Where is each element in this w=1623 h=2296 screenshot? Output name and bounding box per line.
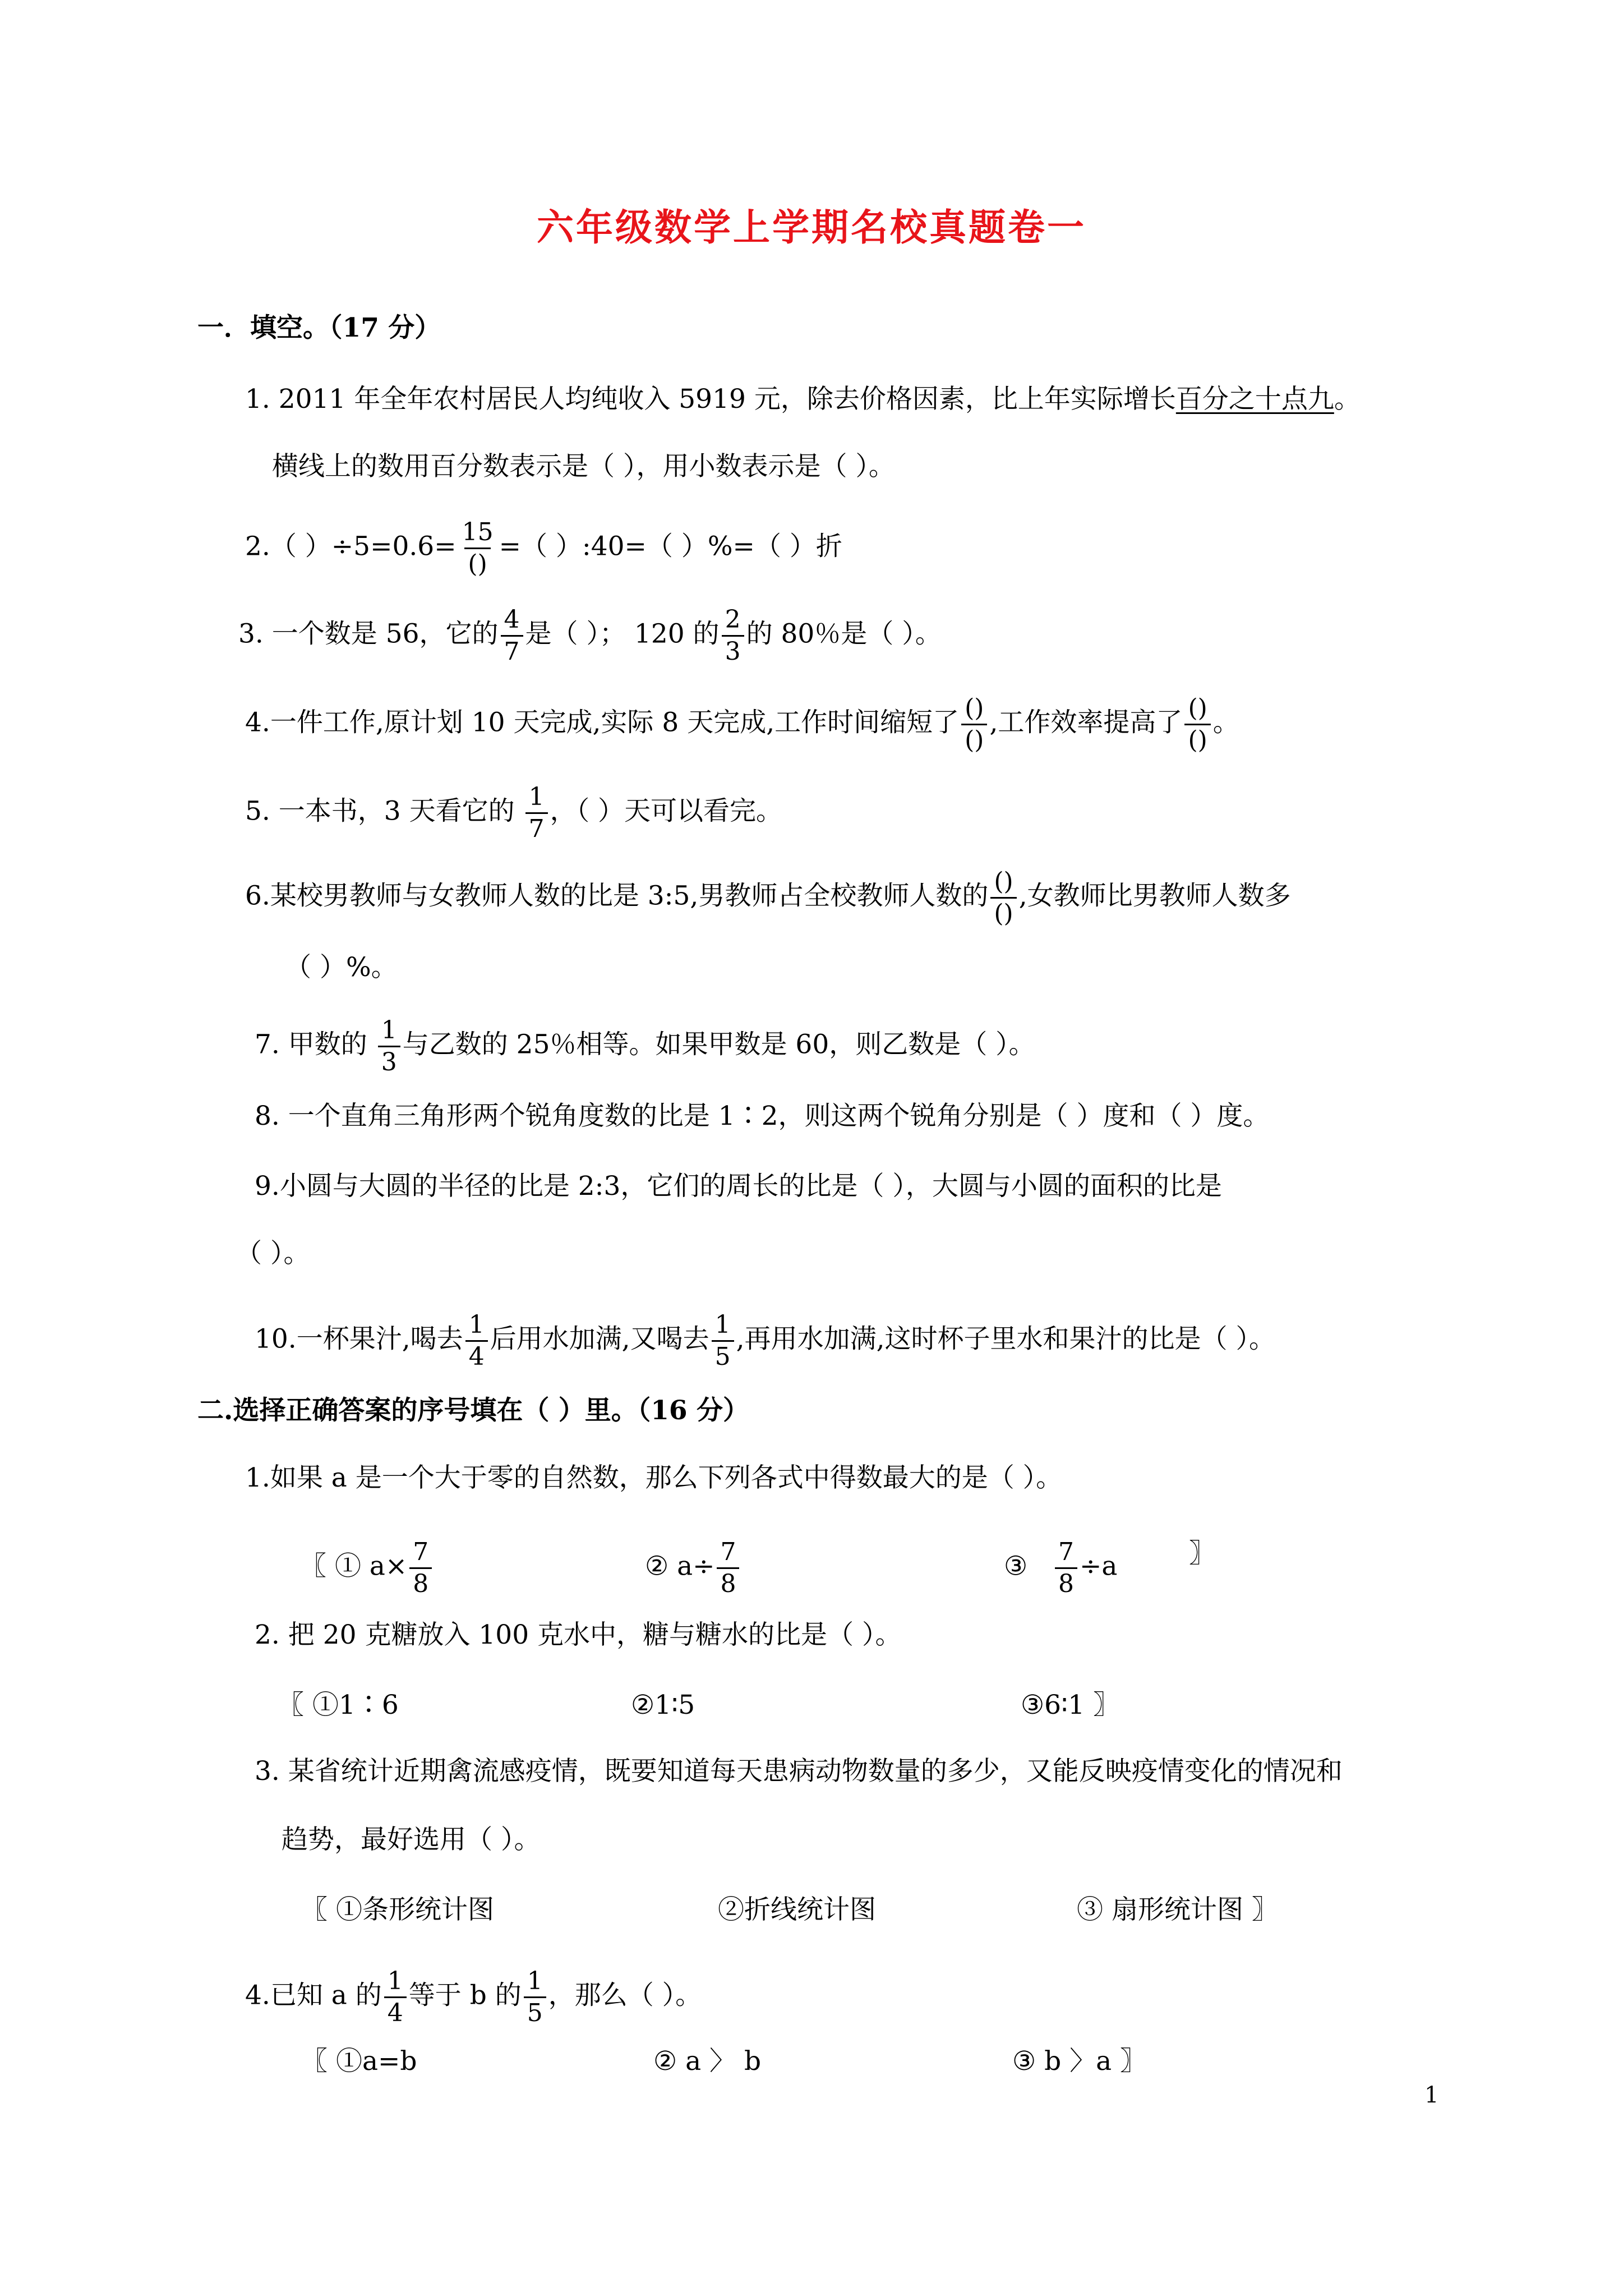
q5-text: 5. 一本书，3 天看它的: [245, 795, 523, 827]
option-text: ② a÷: [645, 1550, 715, 1582]
fraction: [378, 1015, 400, 1078]
option-text: ÷a: [1079, 1550, 1118, 1582]
q1-end: 。: [1334, 384, 1361, 415]
question-1-5: [245, 782, 782, 844]
question-1-3: [238, 605, 942, 667]
fraction-denominator: (): [961, 724, 987, 756]
q2-4-option-3: ③ b 〉a 〗: [1012, 2046, 1147, 2077]
fraction-denominator: 4: [465, 1340, 488, 1372]
fraction: [990, 867, 1016, 929]
fraction-numerator: 1: [387, 1967, 403, 1995]
fraction: [712, 1310, 734, 1372]
q5-text-end: ，（ ）天可以看完。: [550, 795, 783, 827]
question-1-8: 8. 一个直角三角形两个锐角度数的比是 1∶2，则这两个锐角分别是（ ）度和（ ）度。: [255, 1101, 1270, 1131]
q2-2-option-3: ③6∶1 〗: [1021, 1690, 1120, 1720]
fraction-denominator: (): [464, 547, 490, 579]
fraction: [717, 1537, 739, 1599]
question-1-1: [245, 383, 1361, 416]
fraction: [524, 1966, 546, 2028]
fraction-denominator: (): [1184, 724, 1210, 756]
question-1-2: [245, 517, 842, 579]
section2-heading: 二.选择正确答案的序号填在（ ）里。（16 分）: [197, 1395, 749, 1426]
q2-4-option-2: ② a 〉 b: [653, 2046, 762, 2077]
fraction-numerator: 1: [714, 1310, 731, 1339]
question-1-4: [245, 693, 1239, 756]
q3-text: 3. 一个数是 56，它的: [238, 618, 499, 650]
fraction: [525, 782, 548, 844]
question-2-2: 2. 把 20 克糖放入 100 克水中，糖与糖水的比是（ ）。: [255, 1619, 902, 1650]
q2-2-option-2: ②1∶5: [631, 1690, 695, 1720]
fraction: [465, 1310, 488, 1372]
fraction-denominator: 8: [409, 1567, 432, 1599]
fraction-numerator: 1: [527, 1967, 543, 1995]
fraction-numerator: (): [1188, 694, 1207, 723]
option-label: ③: [1004, 1550, 1028, 1582]
page-number: 1: [1424, 2082, 1439, 2108]
fraction-numerator: 4: [504, 605, 520, 634]
fraction-numerator: (): [965, 694, 984, 723]
q2-2-option-1: 〖 ①1∶6: [278, 1690, 399, 1720]
fraction-denominator: 5: [524, 1996, 546, 2028]
question-2-3-cont: 趋势，最好选用（ ）。: [282, 1824, 541, 1855]
question-1-7: [255, 1015, 1035, 1078]
fraction-numerator: 7: [413, 1538, 429, 1566]
fraction: [459, 517, 497, 579]
q2-text: 2.（ ）÷5=0.6=: [245, 531, 457, 562]
q2-text-end: =（ ）:40=（ ）%=（ ）折: [499, 531, 842, 562]
fraction: [409, 1537, 432, 1599]
fraction-denominator: 3: [378, 1046, 400, 1078]
q7-text-end: 与乙数的 25％相等。如果甲数是 60，则乙数是（ ）。: [402, 1029, 1035, 1060]
q4-text-mid: ,工作效率提高了: [989, 707, 1183, 738]
fraction-denominator: 3: [722, 635, 744, 667]
question-1-6-cont: （ ）%。: [285, 952, 398, 983]
fraction-denominator: 8: [717, 1567, 739, 1599]
fraction: [722, 605, 744, 667]
q2-3-option-1: 〖 ①条形统计图: [301, 1894, 494, 1925]
fraction-numerator: 1: [468, 1310, 485, 1339]
fraction: [961, 693, 987, 756]
q2-4-option-1: 〖 ①a=b: [301, 2046, 417, 2077]
q6-text-end: ,女教师比男教师人数多: [1018, 880, 1291, 912]
q2-3-option-2: ②折线统计图: [718, 1894, 876, 1925]
question-2-1: 1.如果 a 是一个大于零的自然数，那么下列各式中得数最大的是（ ）。: [245, 1462, 1063, 1493]
question-1-9-cont: （ ）。: [236, 1238, 310, 1269]
q2-3-option-3: ③ 扇形统计图 〗: [1077, 1894, 1278, 1925]
fraction-numerator: 2: [725, 605, 741, 634]
fraction: [384, 1966, 407, 2028]
fraction-denominator: 8: [1055, 1567, 1077, 1599]
fraction-numerator: 15: [462, 518, 494, 546]
page-title: 六年级数学上学期名校真题卷一: [537, 205, 1086, 249]
q4-text-end: 。: [1212, 707, 1239, 738]
fraction-denominator: 7: [525, 812, 548, 844]
fraction-denominator: 5: [712, 1340, 734, 1372]
q3-text-end: 的 80％是（ ）。: [746, 618, 942, 650]
fraction-numerator: 1: [381, 1016, 397, 1045]
q2-1-option-3: [1004, 1537, 1117, 1599]
fraction: [501, 605, 523, 667]
question-1-1-cont: 横线上的数用百分数表示是（ ），用小数表示是（ ）。: [272, 451, 895, 482]
question-2-3: 3. 某省统计近期禽流感疫情，既要知道每天患病动物数量的多少，又能反映疫情变化的情况和: [255, 1756, 1343, 1787]
q6-text: 6.某校男教师与女教师人数的比是 3:5,男教师占全校教师人数的: [245, 880, 989, 912]
q2-1-option-1: [300, 1537, 434, 1599]
fraction-denominator: 7: [501, 635, 523, 667]
q10-text-end: ,再用水加满,这时杯子里水和果汁的比是（ ）。: [736, 1323, 1275, 1355]
fraction-numerator: 7: [1058, 1538, 1074, 1566]
question-2-4: [245, 1966, 702, 2028]
fraction-numerator: 1: [528, 783, 545, 811]
q3-text-mid: 是（ ）； 120 的: [525, 618, 720, 650]
q4-text-mid: 等于 b 的: [408, 1980, 522, 2011]
q1-underlined-text: 百分之十点九: [1175, 384, 1334, 415]
q2-1-option-2: [645, 1537, 741, 1599]
section1-heading: 一．填空。（17 分）: [197, 312, 441, 343]
q2-1-close-bracket: 〗: [1189, 1538, 1215, 1569]
q4-text-end: ，那么（ ）。: [548, 1980, 702, 2011]
question-1-9: 9.小圆与大圆的半径的比是 2:3，它们的周长的比是（ ），大圆与小圆的面积的比是: [255, 1171, 1222, 1202]
q4-text: 4.已知 a 的: [245, 1980, 382, 2011]
q1-text: 1. 2011 年全年农村居民人均纯收入 5919 元，除去价格因素，比上年实际增长: [245, 384, 1176, 415]
q10-text: 10.一杯果汁,喝去: [255, 1323, 463, 1355]
fraction: [1184, 693, 1210, 756]
fraction-denominator: (): [990, 897, 1016, 929]
q7-text: 7. 甲数的: [255, 1029, 376, 1060]
fraction-denominator: 4: [384, 1996, 407, 2028]
question-1-10: [255, 1310, 1275, 1372]
option-text: 〖 ① a×: [300, 1550, 408, 1582]
fraction-numerator: 7: [720, 1538, 736, 1566]
fraction: [1055, 1537, 1077, 1599]
fraction-numerator: (): [994, 867, 1013, 896]
q4-text: 4.一件工作,原计划 10 天完成,实际 8 天完成,工作时间缩短了: [245, 707, 960, 738]
q10-text-mid: 后用水加满,又喝去: [490, 1323, 709, 1355]
question-1-6: [245, 867, 1291, 929]
